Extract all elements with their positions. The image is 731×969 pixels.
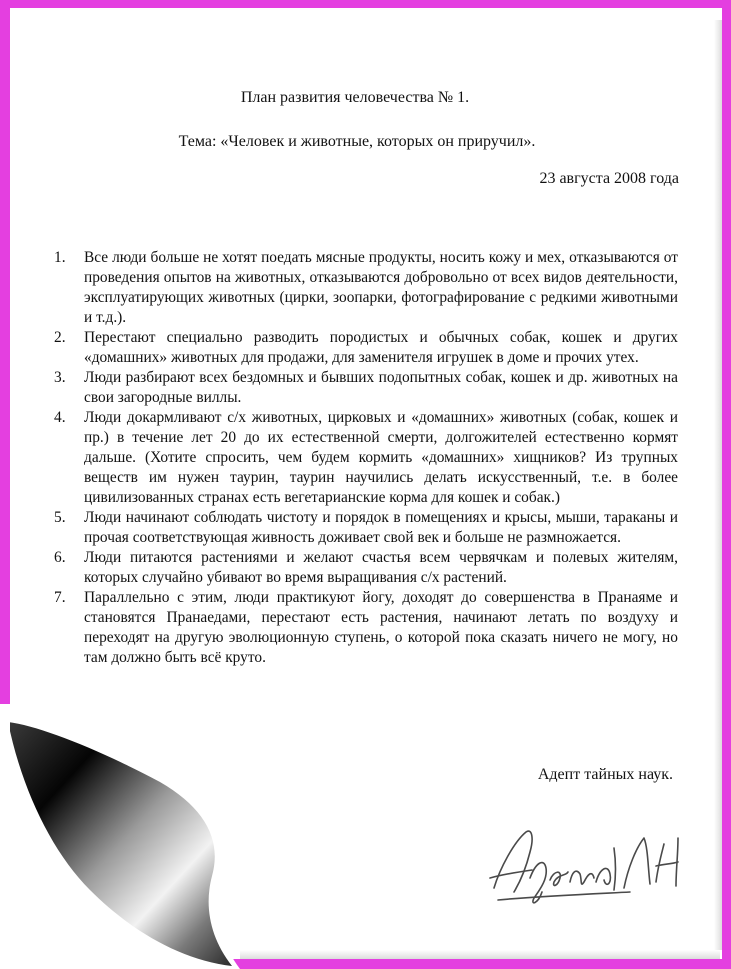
paper-shadow-right <box>714 20 722 950</box>
frame-top-border <box>0 0 731 8</box>
list-item <box>54 548 678 588</box>
item-number: 1. <box>54 249 66 266</box>
item-number: 6. <box>54 549 66 566</box>
item-text: Все люди больше не хотят поедать мясные продукты, носить кожу и мех, отказываются от проведения опытов на животных, отказываются добровольно от всех видов деятельности, эксплуатирующих животных (цирки, зоопарки, фотографирование с редкими животными и т.д.). <box>84 249 678 326</box>
item-text: Люди разбирают всех бездомных и бывших подопытных собак, кошек и др. животных на свои загородные виллы. <box>84 369 678 406</box>
list-item <box>54 508 678 548</box>
item-text: Люди питаются растениями и желают счастья всем червячкам и полевых жителям, которых случайно убивают во время выращивания с/х растений. <box>84 549 678 586</box>
item-number: 2. <box>54 329 66 346</box>
list-item <box>54 368 678 408</box>
plan-list <box>54 248 678 668</box>
item-number: 7. <box>54 589 66 606</box>
list-item <box>54 328 678 368</box>
frame-bottom-border <box>230 959 731 969</box>
item-number: 3. <box>54 369 66 386</box>
frame-left-border <box>0 0 10 720</box>
signature-image <box>480 808 700 918</box>
author-line: Адепт тайных наук. <box>537 766 673 783</box>
item-text: Параллельно с этим, люди практикуют йогу, доходят до совершенства в Пранаяме и становятся Пранаедами, перестают есть растения, начинают летать по воздуху и переходят на другую эволюционную ступень, о которой пока сказать ничего не могу, но там должно быть всё круто. <box>84 589 678 666</box>
item-number: 5. <box>54 509 66 526</box>
page-curl-image <box>0 690 270 969</box>
paper-shadow-bottom <box>240 950 720 959</box>
item-text: Перестают специально разводить породистых и обычных собак, кошек и других «домашних» животных для продажи, для заменителя игрушек в доме и прочих утех. <box>84 329 678 366</box>
document-date: 23 августа 2008 года <box>539 170 679 187</box>
list-item <box>54 588 678 668</box>
frame-right-border <box>722 0 731 969</box>
document-theme: Тема: «Человек и животные, которых он приручил». <box>178 133 536 150</box>
item-text: Люди докармливают с/х животных, цирковых и «домашних» животных (собак, кошек и пр.) в течение лет 20 до их естественной смерти, долгожителей естественно кормят дальше. (Хотите спросить, чем будем кормить «домашних» хищников? Из трупных веществ им нужен таурин, таурин научились делать искусственный, т.е. в более цивилизованных странах есть вегетарианские корма для кошек и собак.) <box>84 409 678 506</box>
list-item <box>54 408 678 508</box>
document-title: План развития человечества № 1. <box>240 89 470 106</box>
item-text: Люди начинают соблюдать чистоту и порядок в помещениях и крысы, мыши, тараканы и прочая соответствующая живность доживает свой век и больше не размножается. <box>84 509 678 546</box>
list-item <box>54 248 678 328</box>
item-number: 4. <box>54 409 66 426</box>
